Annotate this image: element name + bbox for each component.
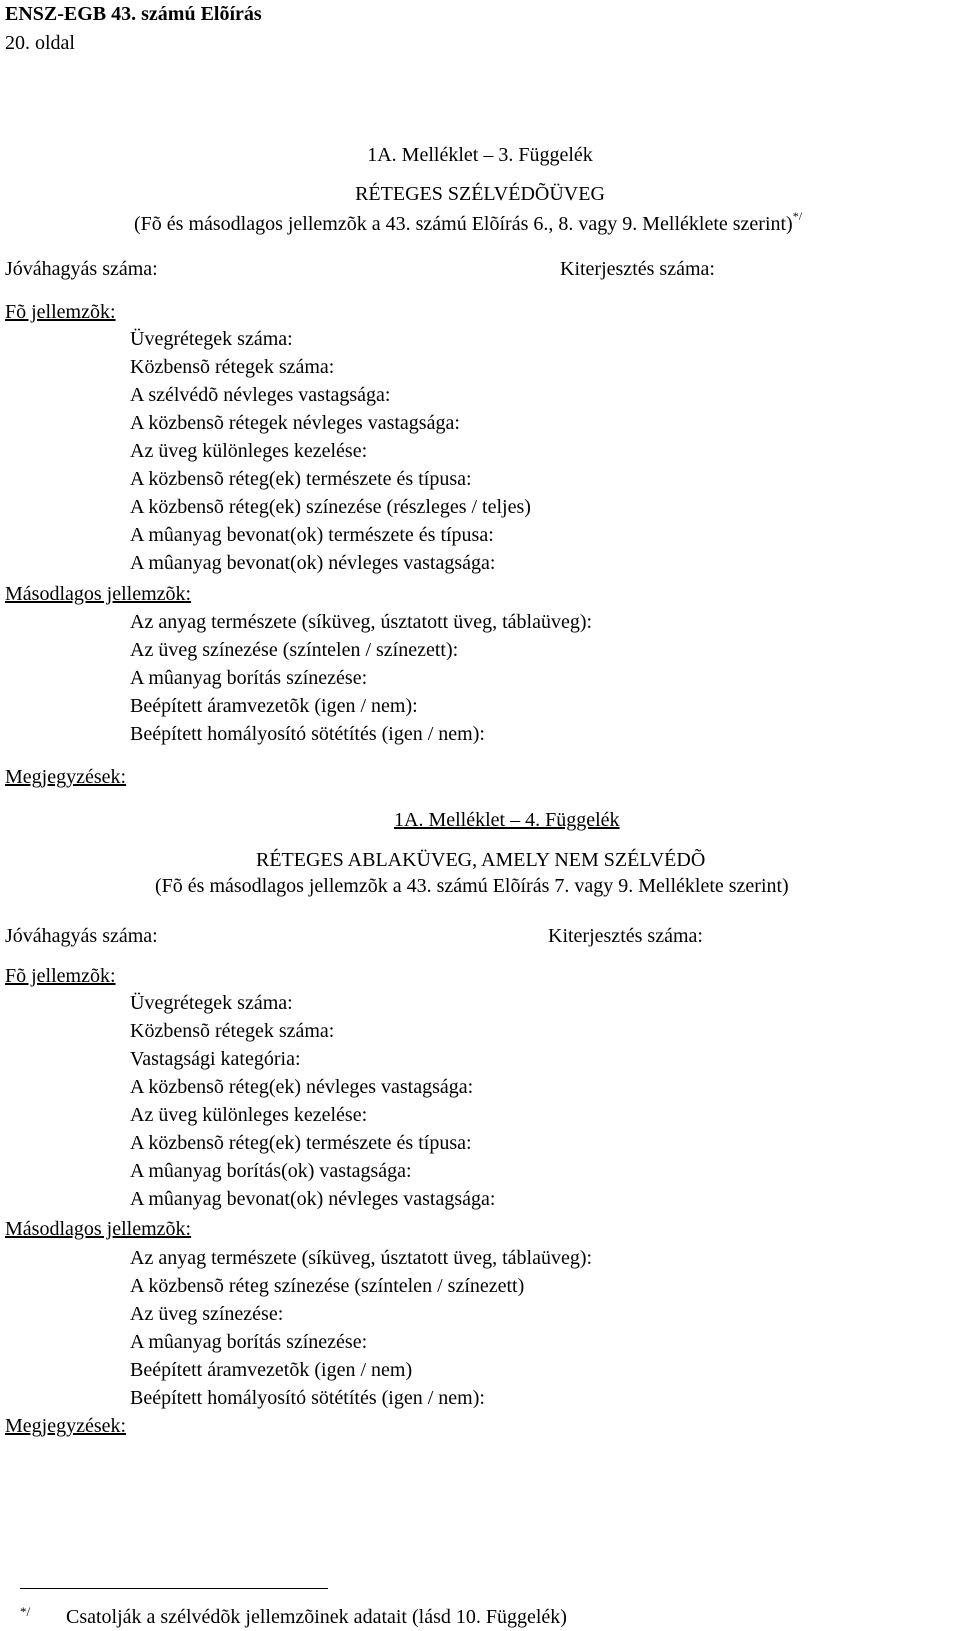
notes-label-1: Megjegyzések: <box>5 766 127 788</box>
extension-number-label-2: Kiterjesztés száma: <box>548 925 703 947</box>
main-characteristics-label-1: Fõ jellemzõk: <box>5 301 116 323</box>
page-number: 20. oldal <box>5 32 75 54</box>
list-item: A mûanyag borítás színezése: <box>130 1331 368 1353</box>
list-item: A közbensõ rétegek névleges vastagsága: <box>130 412 460 434</box>
list-item: Közbensõ rétegek száma: <box>130 1020 335 1042</box>
list-item: Az üveg különleges kezelése: <box>130 440 368 462</box>
list-item: Az üveg színezése (színtelen / színezett): <box>130 639 459 661</box>
list-item: A közbensõ réteg(ek) természete és típusa: <box>130 468 472 490</box>
list-item: A közbensõ réteg(ek) színezése (részleges / teljes) <box>130 496 531 518</box>
section-subtitle-2: (Fõ és másodlagos jellemzõk a 43. számú Elõírás 7. vagy 9. Melléklete szerint) <box>155 875 789 897</box>
annex-heading-1: 1A. Melléklet – 3. Függelék <box>367 144 593 166</box>
list-item: A közbensõ réteg(ek) természete és típusa: <box>130 1132 472 1154</box>
list-item: A mûanyag bevonat(ok) természete és típusa: <box>130 524 494 546</box>
list-item: A mûanyag bevonat(ok) névleges vastagsága: <box>130 1188 496 1210</box>
secondary-characteristics-label-1: Másodlagos jellemzõk: <box>5 583 192 605</box>
list-item: Közbensõ rétegek száma: <box>130 356 335 378</box>
annex-heading-2: 1A. Melléklet – 4. Függelék <box>394 809 620 831</box>
list-item: A mûanyag borítás színezése: <box>130 667 368 689</box>
list-item: Beépített áramvezetõk (igen / nem): <box>130 695 418 717</box>
approval-number-label-1: Jóváhagyás száma: <box>5 258 158 280</box>
document-title: ENSZ-EGB 43. számú Elõírás <box>5 3 262 25</box>
approval-number-label-2: Jóváhagyás száma: <box>5 925 158 947</box>
list-item: Beépített homályosító sötétítés (igen / nem): <box>130 1387 485 1409</box>
section-title-2: RÉTEGES ABLAKÜVEG, AMELY NEM SZÉLVÉDÕ <box>256 849 706 871</box>
main-characteristics-label-2: Fõ jellemzõk: <box>5 965 116 987</box>
footnote-text: Csatolják a szélvédõk jellemzõinek adatait (lásd 10. Függelék) <box>66 1606 567 1628</box>
section-title-1: RÉTEGES SZÉLVÉDÕÜVEG <box>355 183 605 205</box>
footnote-divider <box>20 1588 328 1589</box>
list-item: Üvegrétegek száma: <box>130 328 293 350</box>
list-item: Beépített homályosító sötétítés (igen / nem): <box>130 723 485 745</box>
list-item: A mûanyag borítás(ok) vastagsága: <box>130 1160 412 1182</box>
list-item: Beépített áramvezetõk (igen / nem) <box>130 1359 413 1381</box>
list-item: A közbensõ réteg színezése (színtelen / színezett) <box>130 1275 525 1297</box>
list-item: Az anyag természete (síküveg, úsztatott üveg, táblaüveg): <box>130 611 593 633</box>
footnote-reference: */ <box>792 209 803 224</box>
list-item: A közbensõ réteg(ek) névleges vastagsága: <box>130 1076 474 1098</box>
notes-label-2: Megjegyzések: <box>5 1415 127 1437</box>
extension-number-label-1: Kiterjesztés száma: <box>560 258 715 280</box>
secondary-characteristics-label-2: Másodlagos jellemzõk: <box>5 1218 192 1240</box>
list-item: A mûanyag bevonat(ok) névleges vastagsága: <box>130 552 496 574</box>
list-item: Az üveg színezése: <box>130 1303 284 1325</box>
list-item: Az anyag természete (síküveg, úsztatott üveg, táblaüveg): <box>130 1247 593 1269</box>
list-item: Az üveg különleges kezelése: <box>130 1104 368 1126</box>
section-subtitle-1: (Fõ és másodlagos jellemzõk a 43. számú Elõírás 6., 8. vagy 9. Melléklete szerint)*/ <box>134 209 803 235</box>
list-item: Üvegrétegek száma: <box>130 992 293 1014</box>
list-item: A szélvédõ névleges vastagsága: <box>130 384 391 406</box>
footnote-mark: */ <box>20 1604 31 1619</box>
list-item: Vastagsági kategória: <box>130 1048 301 1070</box>
